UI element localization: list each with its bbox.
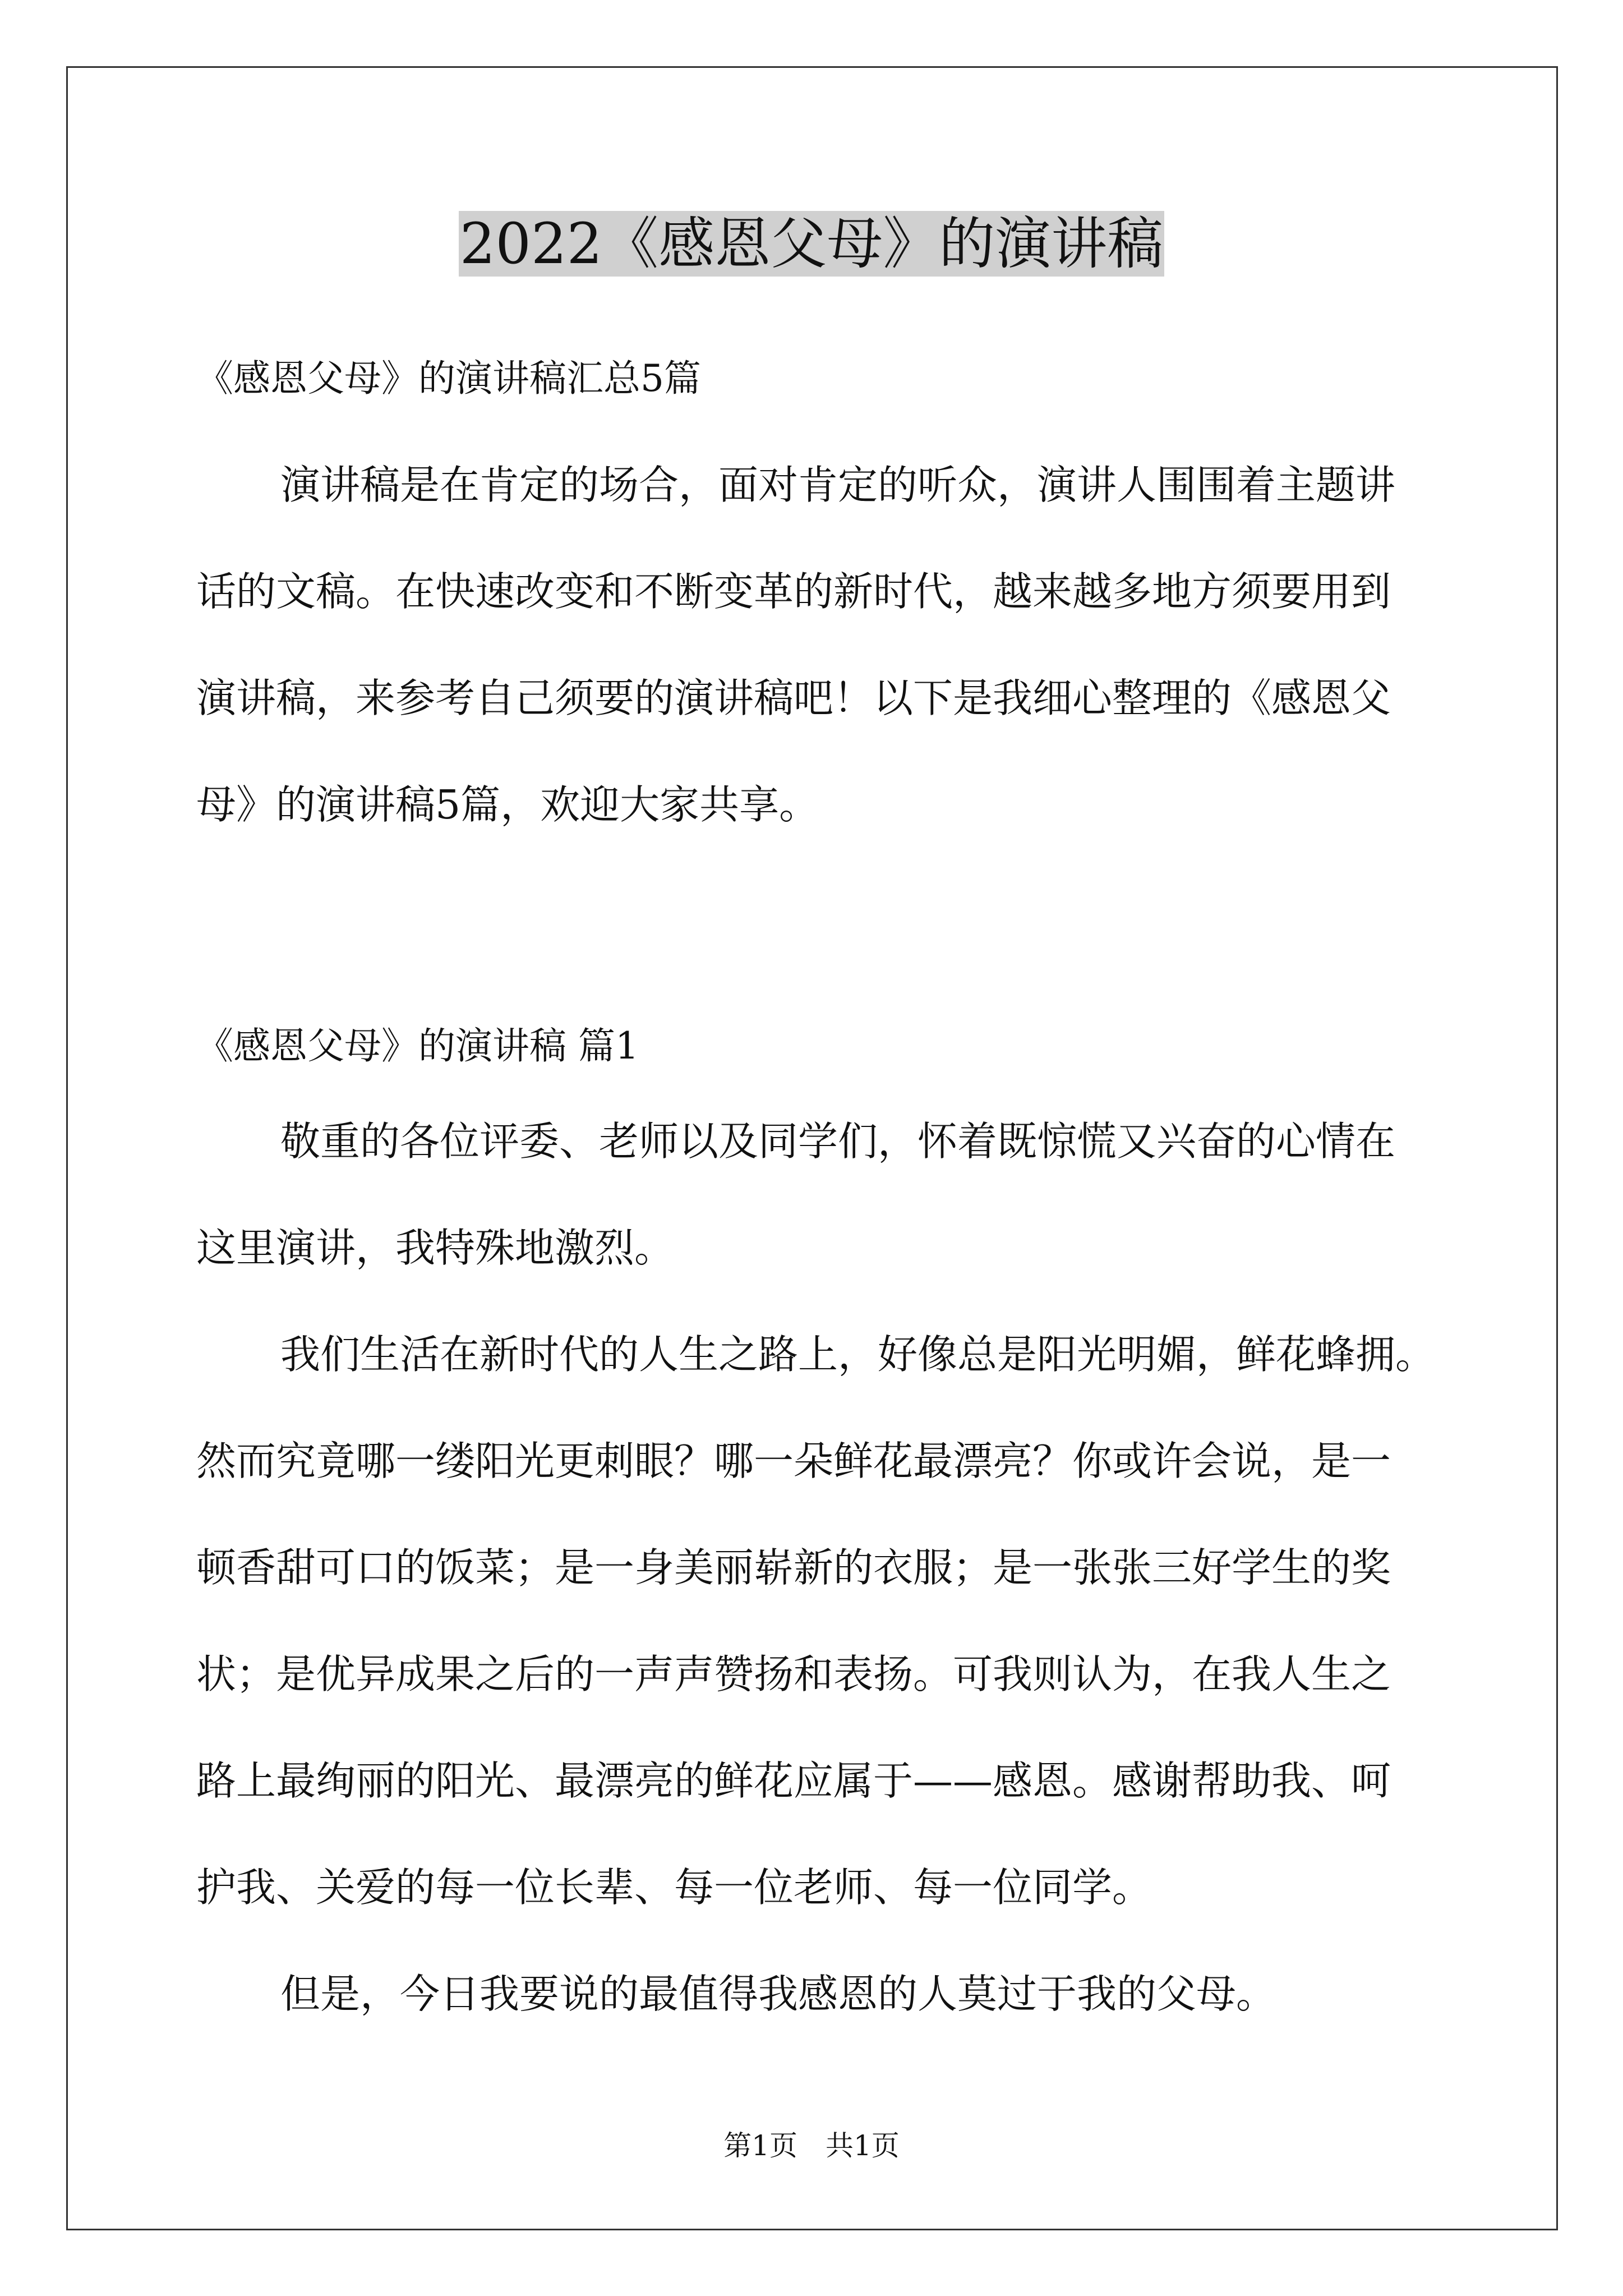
part1-p3-line-1: 但是，今日我要说的最值得我感恩的人莫过于我的父母。 — [280, 1971, 1276, 2017]
document-title — [0, 208, 1623, 280]
part1-p2-line-2: 然而究竟哪一缕阳光更刺眼？哪一朵鲜花最漂亮？你或许会说，是一 — [196, 1438, 1391, 1484]
part1-p2-line-6: 护我、关爱的每一位长辈、每一位老师、每一位同学。 — [196, 1864, 1152, 1911]
intro-line-3: 演讲稿，来参考自己须要的演讲稿吧！以下是我细心整理的《感恩父 — [196, 675, 1391, 721]
intro-line-4: 母》的演讲稿5篇，欢迎大家共享。 — [196, 781, 819, 828]
part1-p2-line-4: 状；是优异成果之后的一声声赞扬和表扬。可我则认为，在我人生之 — [196, 1651, 1391, 1697]
part1-p2-line-5: 路上最绚丽的阳光、最漂亮的鲜花应属于——感恩。感谢帮助我、呵 — [196, 1757, 1391, 1804]
title-text: 2022《感恩父母》的演讲稿 — [459, 211, 1164, 277]
intro-line-1: 演讲稿是在肯定的场合，面对肯定的听众，演讲人围围着主题讲 — [280, 462, 1396, 508]
part1-heading: 《感恩父母》的演讲稿 篇1 — [196, 1024, 639, 1068]
part1-p1-line-1: 敬重的各位评委、老师以及同学们，怀着既惊慌又兴奋的心情在 — [280, 1118, 1396, 1165]
intro-line-2: 话的文稿。在快速改变和不断变革的新时代，越来越多地方须要用到 — [196, 568, 1391, 615]
part1-p2-line-1: 我们生活在新时代的人生之路上，好像总是阳光明媚，鲜花蜂拥。 — [280, 1331, 1436, 1378]
part1-p2-line-3: 顿香甜可口的饭菜；是一身美丽崭新的衣服；是一张张三好学生的奖 — [196, 1544, 1391, 1591]
page-footer: 第1页 共1页 — [723, 2129, 900, 2162]
collection-heading: 《感恩父母》的演讲稿汇总5篇 — [196, 357, 701, 400]
part1-p1-line-2: 这里演讲，我特殊地激烈。 — [196, 1225, 675, 1271]
